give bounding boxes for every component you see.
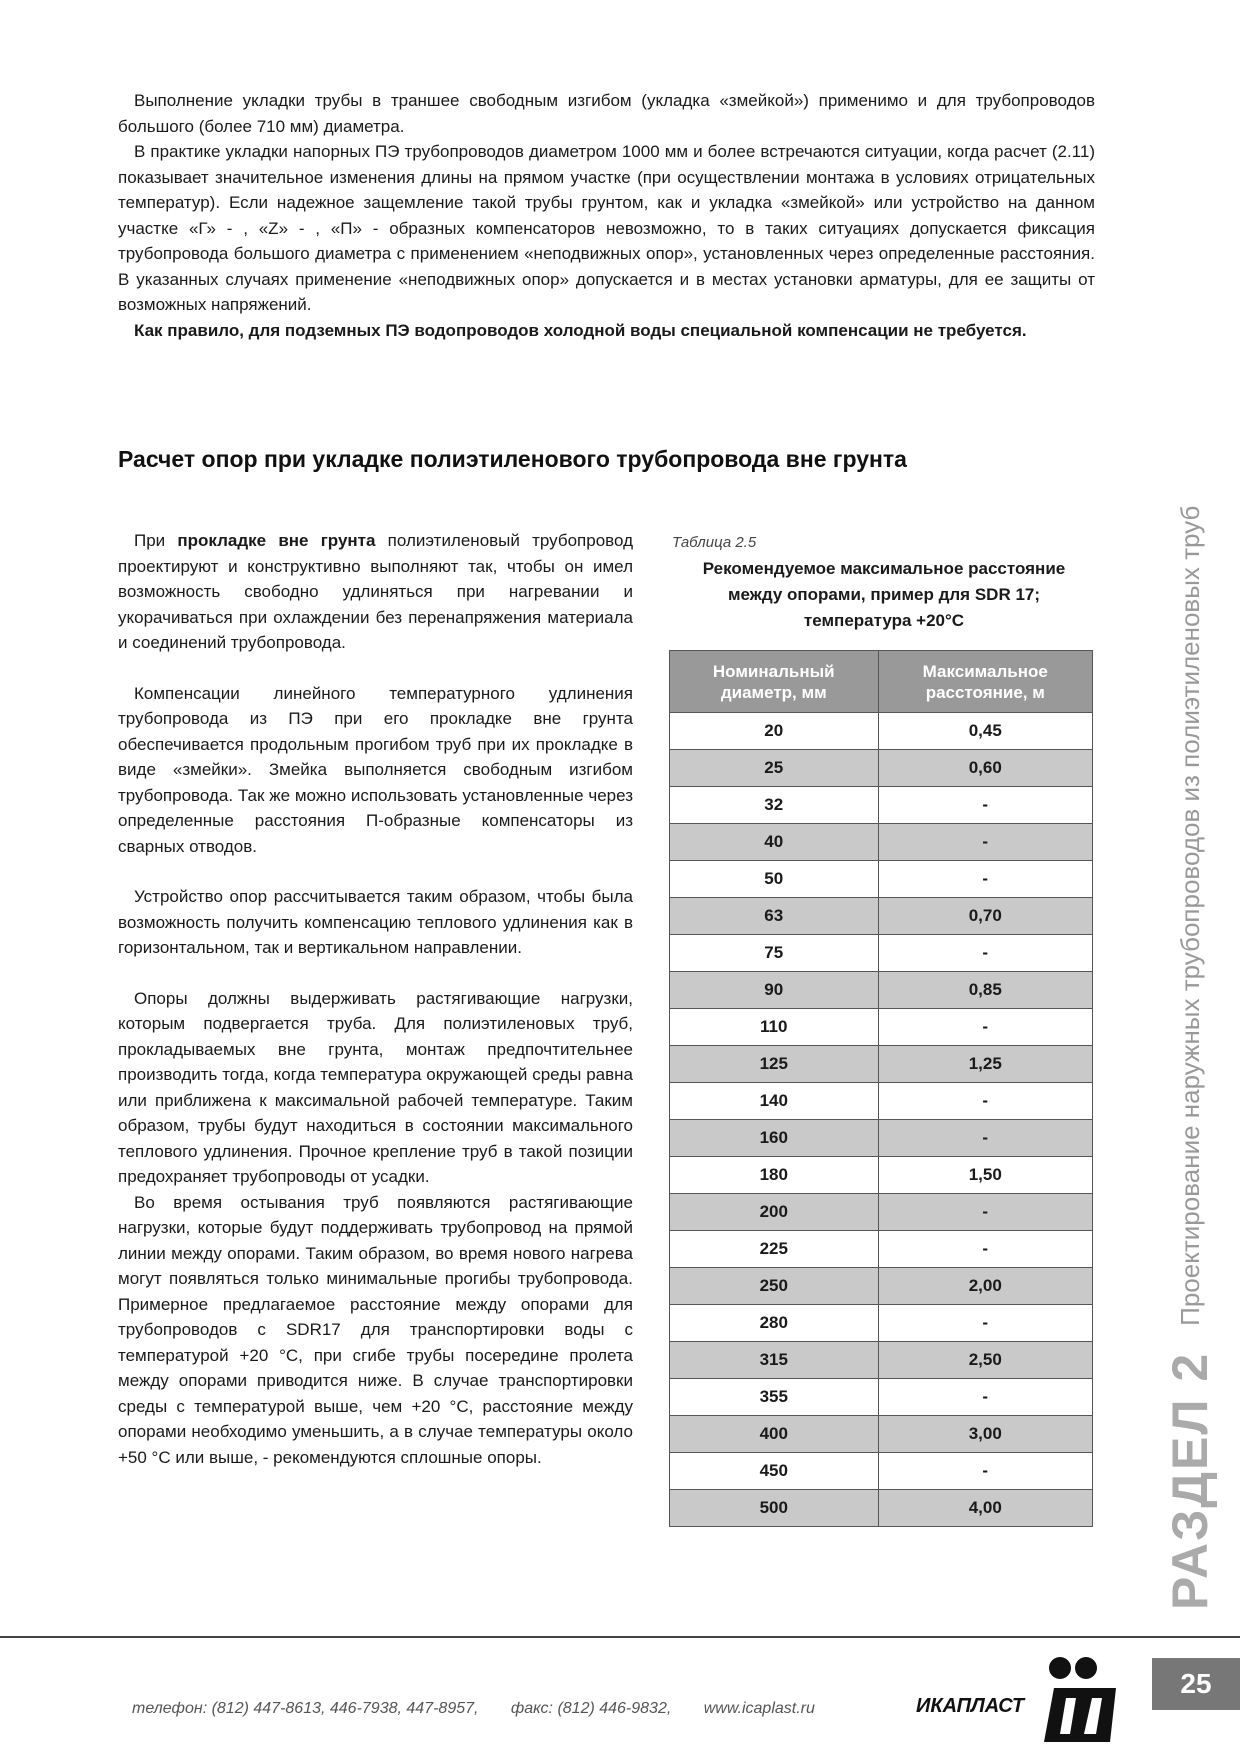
intro-paragraph: В практике укладки напорных ПЭ трубопроводов диаметром 1000 мм и более встречаются ситуации, когда расчет (2.11) показывает значительное изменения длины на прямом участке (при осуществлении монтажа в условиях отрицательных температур). Если надежное защемление такой трубы грунтом, как и укладка «змейкой» или устройство на данном участке «Г» - , «Z» - , «П» - образных компенсаторов невозможно, то в таких ситуациях допускается фиксация трубопровода большого диаметра с применением «неподвижных опор», установленных через определенные расстояния. В указанных случаях применение «неподвижных опор» допускается и в местах установки арматуры, для ее защиты от возможных напряжений. (118, 142, 1095, 314)
table-caption: Таблица 2.5 (672, 534, 757, 551)
distance-cell: 0,85 (878, 972, 1092, 1009)
distance-cell: - (878, 1194, 1092, 1231)
diameter-cell: 90 (670, 972, 879, 1009)
paragraph (118, 528, 633, 656)
table-row (670, 935, 1093, 972)
diameter-cell: 125 (670, 1046, 879, 1083)
company-logo-icon (1040, 1650, 1120, 1742)
table-row (670, 861, 1093, 898)
distance-cell: 1,25 (878, 1046, 1092, 1083)
distance-cell: 2,00 (878, 1268, 1092, 1305)
diameter-cell: 32 (670, 787, 879, 824)
intro-text (118, 88, 1095, 343)
table-row (670, 1416, 1093, 1453)
footer-website[interactable]: www.icaplast.ru (703, 1700, 815, 1717)
diameter-cell: 50 (670, 861, 879, 898)
table-row (670, 713, 1093, 750)
footer-divider (0, 1636, 1240, 1638)
table-row (670, 824, 1093, 861)
header-line: Номинальный (712, 661, 835, 681)
text: полиэтиленовый трубопровод проектируют и конструктивно выполняют так, чтобы он имел возможность свободно удлиняться при нагревании и укорачиваться при охлаждении без перенапряжения материала и соединений трубопровода. (118, 531, 633, 652)
distance-cell: - (878, 1009, 1092, 1046)
diameter-cell: 180 (670, 1157, 879, 1194)
spacing-table (669, 650, 1093, 1527)
table-row (670, 1305, 1093, 1342)
distance-cell: 2,50 (878, 1342, 1092, 1379)
section-title: Расчет опор при укладке полиэтиленового трубопровода вне грунта (118, 446, 907, 472)
table-row (670, 750, 1093, 787)
distance-cell: 4,00 (878, 1490, 1092, 1527)
diameter-cell: 280 (670, 1305, 879, 1342)
distance-cell: 3,00 (878, 1416, 1092, 1453)
paragraph: Во время остывания труб появляются растягивающие нагрузки, которые будут поддерживать трубопровод на прямой линии между опорами. Таким образом, во время нового нагрева могут появляться только минимальные прогибы трубопровода. Примерное предлагаемое расстояние между опорами для трубопроводов с SDR17 для транспортировки воды с температурой +20 °С, при сгибе трубы посередине пролета между опорами приводится ниже. В случае транспортировки среды с температурой выше, чем +20 °С, расстояние между опорами необходимо уменьшить, а в случае температуры около +50 °С или выше, - рекомендуются сплошные опоры. (118, 1192, 633, 1467)
distance-cell: - (878, 824, 1092, 861)
table-row (670, 1268, 1093, 1305)
diameter-cell: 500 (670, 1490, 879, 1527)
section-sidebar (1160, 450, 1220, 1610)
paragraph: Опоры должны выдерживать растягивающие нагрузки, которым подвергается труба. Для полиэтиленовых труб, прокладываемых вне грунта, монтаж предпочтительнее производить тогда, когда температура окружающей среды равна или приближена к максимальной рабочей температуре. Таким образом, трубы будут находиться в состоянии максимального теплового удлинения. Прочное крепление труб в такой позиции предохраняет трубопроводы от усадки. (118, 988, 633, 1186)
table-row (670, 1083, 1093, 1120)
table-title-line: между опорами, пример для SDR 17; (727, 585, 1041, 604)
header-line: расстояние, м (925, 682, 1045, 702)
diameter-cell: 200 (670, 1194, 879, 1231)
table-title-line: температура +20°С (803, 611, 965, 630)
table-row (670, 787, 1093, 824)
table-title (665, 556, 1103, 634)
table-row (670, 972, 1093, 1009)
distance-cell: - (878, 1305, 1092, 1342)
distance-cell: - (878, 1231, 1092, 1268)
table-title-line: Рекомендуемое максимальное расстояние (702, 559, 1066, 578)
diameter-cell: 225 (670, 1231, 879, 1268)
diameter-cell: 20 (670, 713, 879, 750)
distance-cell: - (878, 1453, 1092, 1490)
distance-cell: - (878, 787, 1092, 824)
diameter-cell: 250 (670, 1268, 879, 1305)
distance-cell: - (878, 935, 1092, 972)
diameter-cell: 315 (670, 1342, 879, 1379)
left-column (118, 528, 633, 1470)
table-row (670, 1342, 1093, 1379)
intro-bold-paragraph: Как правило, для подземных ПЭ водопроводов холодной воды специальной компенсации не требуется. (134, 320, 1027, 340)
table-row (670, 1046, 1093, 1083)
text: При (134, 531, 178, 550)
intro-paragraph: Выполнение укладки трубы в траншее свободным изгибом (укладка «змейкой») применимо и для трубопроводов большого (более 710 мм) диаметра. (118, 91, 1095, 136)
diameter-cell: 40 (670, 824, 879, 861)
distance-cell: - (878, 861, 1092, 898)
diameter-cell: 110 (670, 1009, 879, 1046)
diameter-cell: 63 (670, 898, 879, 935)
diameter-cell: 75 (670, 935, 879, 972)
table-row (670, 1231, 1093, 1268)
diameter-cell: 400 (670, 1416, 879, 1453)
table-header-row (670, 651, 1093, 713)
table-row (670, 1009, 1093, 1046)
distance-cell: - (878, 1120, 1092, 1157)
table-row (670, 1157, 1093, 1194)
header-diameter (670, 651, 879, 713)
diameter-cell: 140 (670, 1083, 879, 1120)
page-number: 25 (1152, 1658, 1240, 1710)
distance-cell: 1,50 (878, 1157, 1092, 1194)
diameter-cell: 450 (670, 1453, 879, 1490)
section-subtitle: Проектирование наружных трубопроводов из полиэтиленовых труб (1174, 505, 1205, 1326)
diameter-cell: 355 (670, 1379, 879, 1416)
header-line: Максимальное (922, 661, 1048, 681)
footer-contacts (132, 1700, 843, 1718)
table-row (670, 1379, 1093, 1416)
bold-text: прокладке вне грунта (177, 531, 376, 550)
header-distance (878, 651, 1092, 713)
paragraph: Компенсации линейного температурного удлинения трубопровода из ПЭ при его прокладке вне грунта обеспечивается продольным прогибом труб при их прокладке в виде «змейки». Змейка выполняется свободным изгибом трубопровода. Так же можно использовать установленные через определенные расстояния П-образные компенсаторы из сварных отводов. (118, 683, 633, 856)
section-label: РАЗДЕЛ 2 (1162, 1351, 1218, 1610)
distance-cell: 0,45 (878, 713, 1092, 750)
diameter-cell: 25 (670, 750, 879, 787)
table-row (670, 1120, 1093, 1157)
distance-cell: - (878, 1083, 1092, 1120)
header-line: диаметр, мм (720, 682, 827, 702)
distance-cell: - (878, 1379, 1092, 1416)
table-row (670, 1490, 1093, 1527)
footer-fax: факс: (812) 446-9832, (510, 1700, 672, 1717)
distance-cell: 0,70 (878, 898, 1092, 935)
table-row (670, 1194, 1093, 1231)
table-row (670, 1453, 1093, 1490)
table-row (670, 898, 1093, 935)
brand-name: ИКАПЛАСТ (916, 1695, 1025, 1717)
footer-phone: телефон: (812) 447-8613, 446-7938, 447-8957, (132, 1700, 479, 1717)
distance-cell: 0,60 (878, 750, 1092, 787)
paragraph: Устройство опор рассчитывается таким образом, чтобы была возможность получить компенсацию теплового удлинения как в горизонтальном, так и вертикальном направлении. (118, 887, 633, 957)
diameter-cell: 160 (670, 1120, 879, 1157)
